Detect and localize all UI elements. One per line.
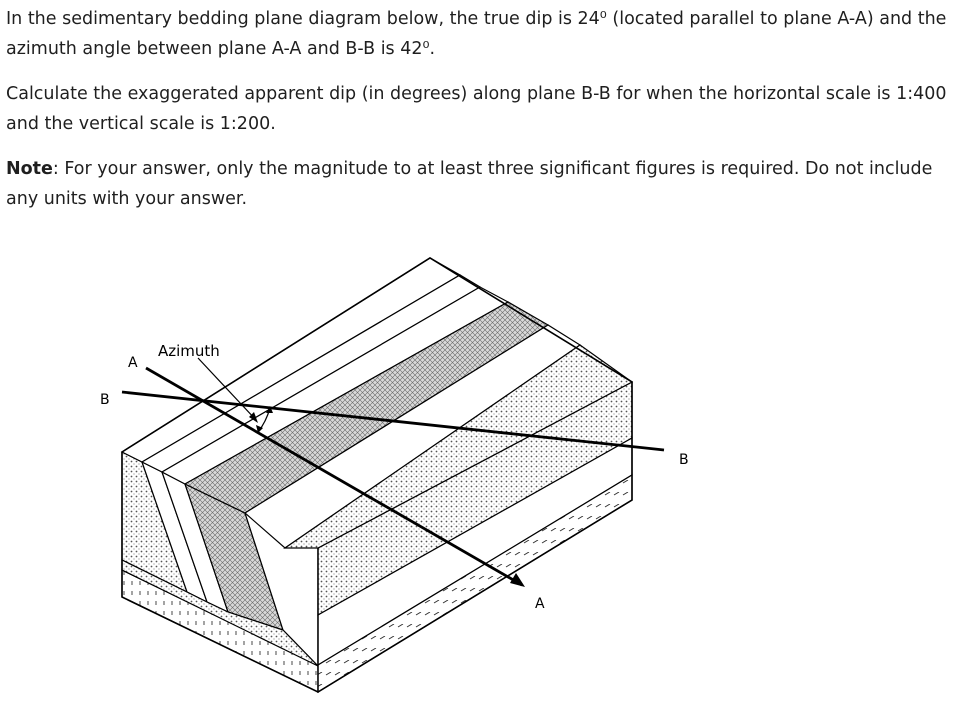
label-b-left: B xyxy=(100,392,110,408)
block-diagram-svg xyxy=(0,240,968,704)
note-text: : For your answer, only the magnitude to at least three significant figures is required. Do not include any units with your answer. xyxy=(6,159,933,209)
note-label: Note xyxy=(6,159,53,179)
label-azimuth: Azimuth xyxy=(158,342,220,360)
line-a-arrowhead xyxy=(510,573,525,587)
question-paragraph-2: Calculate the exaggerated apparent dip (in degrees) along plane B-B for when the horizontal scale is 1:400 and the vertical scale is 1:200. xyxy=(6,84,947,134)
label-a-top: A xyxy=(128,355,138,371)
label-a-bottom: A xyxy=(535,596,545,612)
question-note xyxy=(6,154,962,214)
question-paragraph-1: In the sedimentary bedding plane diagram below, the true dip is 24⁰ (located parallel to plane A-A) and the azimuth angle between plane A-A and B-B is 42⁰. xyxy=(6,9,947,59)
question-text xyxy=(6,4,962,229)
label-b-right: B xyxy=(679,452,689,468)
bedding-plane-diagram xyxy=(0,240,968,704)
